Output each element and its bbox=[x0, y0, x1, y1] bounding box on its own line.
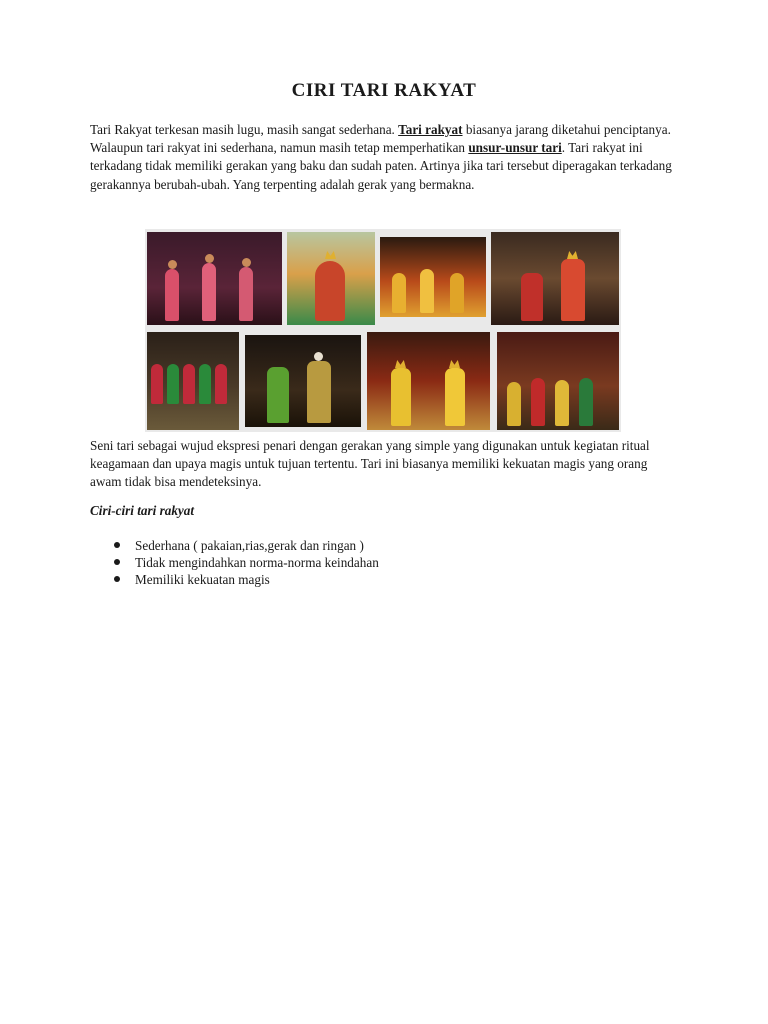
intro-text-2: biasanya jarang diketahui penciptanya. Walaupun tari rakyat ini sederhana, namun masih tetap memperhatikan bbox=[90, 122, 671, 156]
list-item-text: Sederhana ( pakaian,rias,gerak dan ringan ) bbox=[135, 538, 364, 553]
list-heading: Ciri-ciri tari rakyat bbox=[90, 503, 195, 518]
list-item-text: Tidak mengindahkan norma-norma keindahan bbox=[135, 555, 379, 570]
dance-photo-8 bbox=[497, 332, 619, 430]
intro-text-3: . Tari rakyat ini terkadang tidak memiliki gerakan yang baku dan sudah paten. Artinya jika tari tersebut diperagakan terkadang gerakannya berubah-ubah. Yang terpenting adalah gerak yang bermakna. bbox=[90, 140, 672, 192]
body-paragraph: Seni tari sebagai wujud ekspresi penari dengan gerakan yang simple yang digunakan untuk kegiatan ritual keagamaan dan upaya magis untuk tujuan tertentu. Tari ini biasanya memiliki kekuatan magis yang orang awam tidak bisa mendeteksinya. bbox=[90, 438, 650, 490]
bullet-icon bbox=[114, 542, 120, 548]
dance-photo-collage bbox=[145, 229, 621, 432]
dance-photo-4 bbox=[491, 232, 619, 325]
dance-photo-1 bbox=[147, 232, 282, 325]
dance-photo-7 bbox=[367, 332, 490, 430]
dance-photo-6 bbox=[245, 335, 361, 427]
intro-paragraph bbox=[90, 121, 680, 194]
intro-text-1: Tari Rakyat terkesan masih lugu, masih sangat sederhana. bbox=[90, 122, 399, 137]
tari-rakyat-link[interactable]: Tari rakyat bbox=[398, 122, 463, 137]
dance-photo-5 bbox=[147, 332, 239, 430]
dance-photo-2 bbox=[287, 232, 375, 325]
unsur-unsur-tari-link[interactable]: unsur-unsur tari bbox=[468, 140, 562, 156]
list-item bbox=[90, 571, 379, 588]
list-item-text: Memiliki kekuatan magis bbox=[135, 572, 270, 587]
page-title: CIRI TARI RAKYAT bbox=[291, 80, 477, 101]
list-item bbox=[90, 537, 379, 554]
dance-photo-3 bbox=[380, 237, 486, 317]
list-item bbox=[90, 554, 379, 571]
characteristics-list bbox=[90, 537, 379, 588]
bullet-icon bbox=[114, 559, 120, 565]
bullet-icon bbox=[114, 576, 120, 582]
